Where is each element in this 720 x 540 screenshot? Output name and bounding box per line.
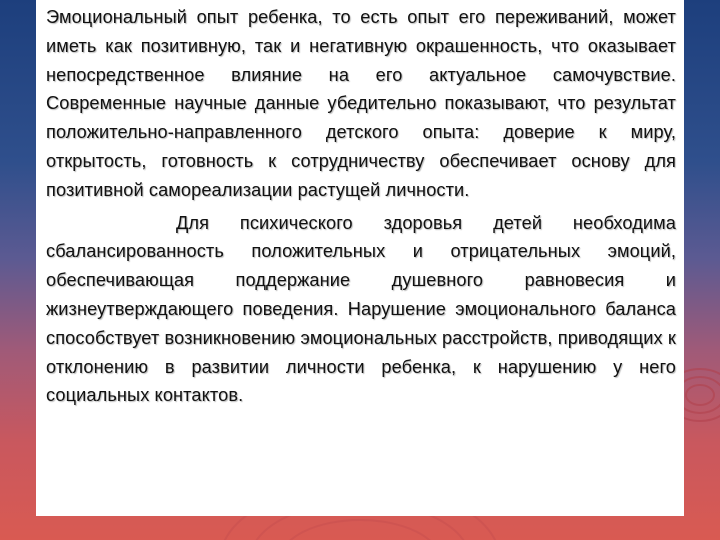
paragraph-emotional-experience: Эмоциональный опыт ребенка, то есть опыт его переживаний, может иметь как позитивную, так и негативную окрашенность, что оказывает непосредственное влияние на его актуальное самочувствие. Современные научные данные убедительно показывают, что результат положительно-направленного детского опыта: доверие к миру, открытость, готовность к сотрудничеству обеспечивает основу для позитивной самореализации растущей личности. xyxy=(46,7,676,200)
paragraph-psychological-health: Для психического здоровья детей необходима сбалансированность положительных и отрицательных эмоций, обеспечивающая поддержание душевного равновесия и жизнеутверждающего поведения. Нарушение эмоционального баланса способствует возникновению эмоциональных расстройств, приводящих к отклонению в развитии личности ребенка, к нарушению у него социальных контактов. xyxy=(46,212,676,406)
slide-text-card xyxy=(36,0,684,516)
